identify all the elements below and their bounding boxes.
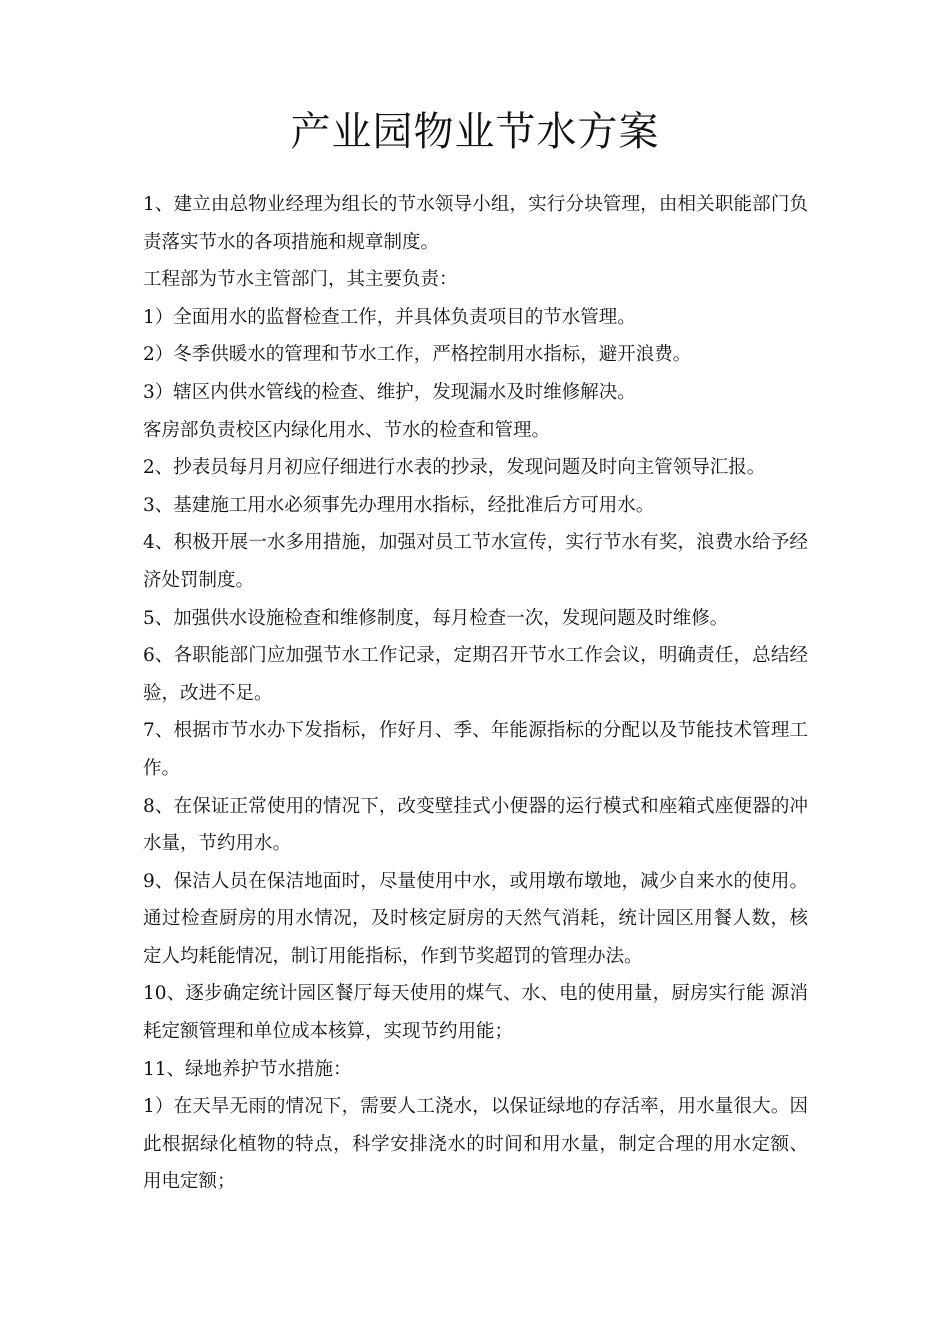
paragraph-11: 6、各职能部门应加强节水工作记录，定期召开节水工作会议，明确责任，总结经验，改进不足。 <box>143 645 808 704</box>
paragraph-16: 11、绿地养护节水措施： <box>143 1058 352 1080</box>
paragraph-17: 1）在天旱无雨的情况下，需要人工浇水，以保证绿地的存活率，用水量很大。因此根据绿化植物的特点，科学安排浇水的时间和用水量，制定合理的用水定额、 用电定额； <box>143 1096 808 1193</box>
paragraph-2: 工程部为节水主管部门，其主要负责： <box>143 269 458 291</box>
paragraph-13: 8、在保证正常使用的情况下，改变壁挂式小便器的运行模式和座箱式座便器的冲水量，节约用水。 <box>143 795 808 855</box>
document-title: 产业园物业节水方案 <box>290 109 660 155</box>
paragraph-12: 7、根据市节水办下发指标，作好月、季、年能源指标的分配以及节能技术管理工作。 <box>143 720 808 779</box>
paragraph-1: 1、建立由总物业经理为组长的节水领导小组，实行分块管理，由相关职能部门负责落实节水的各项措施和规章制度。 <box>143 194 808 253</box>
paragraph-3: 1）全面用水的监督检查工作，并具体负责项目的节水管理。 <box>143 306 636 328</box>
paragraph-10: 5、加强供水设施检查和维修制度，每月检查一次，发现问题及时维修。 <box>143 607 729 629</box>
paragraph-6: 客房部负责校区内绿化用水、节水的检查和管理。 <box>143 419 551 441</box>
paragraph-4: 2）冬季供暖水的管理和节水工作，严格控制用水指标，避开浪费。 <box>143 344 692 366</box>
document-body <box>143 186 808 1201</box>
paragraph-8: 3、基建施工用水必须事先办理用水指标，经批准后方可用水。 <box>143 494 655 516</box>
paragraph-14: 9、保洁人员在保洁地面时，尽量使用中水，或用墩布墩地，减少自来水的使用。 通过检查厨房的用水情况，及时核定厨房的天然气消耗，统计园区用餐人数，核 定人均耗能情况，制订用能指标，作到节奖超罚的管理办法。 <box>143 870 808 967</box>
paragraph-15: 10、逐步确定统计园区餐厅每天使用的煤气、水、电的使用量，厨房实行能 源消耗定额管理和单位成本核算，实现节约用能； <box>143 983 808 1043</box>
paragraph-9: 4、积极开展一水多用措施，加强对员工节水宣传，实行节水有奖，浪费水给予经济处罚制度。 <box>143 532 808 591</box>
paragraph-5: 3）辖区内供水管线的检查、维护，发现漏水及时维修解决。 <box>143 381 636 403</box>
paragraph-7: 2、抄表员每月月初应仔细进行水表的抄录，发现问题及时向主管领导汇报。 <box>143 457 766 479</box>
